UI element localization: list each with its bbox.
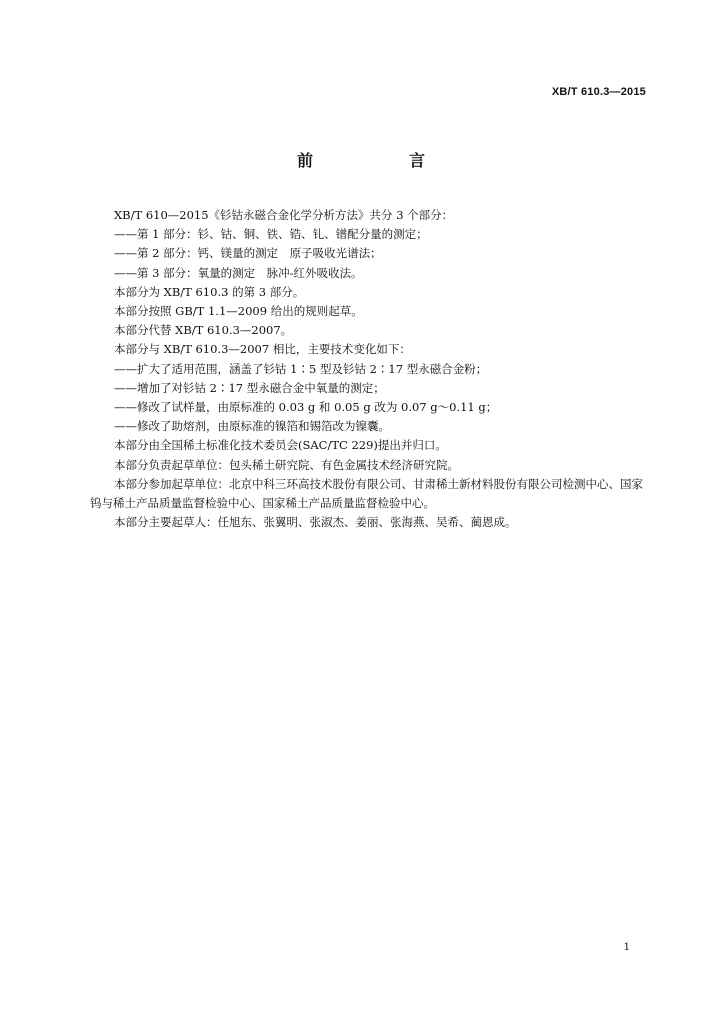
paragraph: ——增加了对钐钴 2∶17 型永磁合金中氧量的测定； xyxy=(114,380,385,395)
foreword-body xyxy=(90,206,646,532)
standard-code: XB/T 610.3—2015 xyxy=(551,86,646,98)
paragraph: ——第 2 部分：钙、镁量的测定 原子吸收光谱法； xyxy=(114,246,382,261)
paragraph: 本部分由全国稀土标准化技术委员会(SAC/TC 229)提出并归口。 xyxy=(114,438,447,453)
paragraph: ——修改了试样量，由原标准的 0.03 g 和 0.05 g 改为 0.07 g～0.11 g； xyxy=(114,400,498,415)
paragraph: 本部分主要起草人：任旭东、张翼明、张淑杰、姜丽、张海燕、吴希、蔺恩成。 xyxy=(114,515,517,530)
paragraph: 本部分按照 GB/T 1.1—2009 给出的规则起草。 xyxy=(114,304,363,319)
page-title: 前 言 xyxy=(296,151,465,170)
paragraph: 本部分为 XB/T 610.3 的第 3 部分。 xyxy=(114,284,305,299)
paragraph: 本部分负责起草单位：包头稀土研究院、有色金属技术经济研究院。 xyxy=(114,457,459,472)
paragraph: ——修改了助熔剂，由原标准的镍箔和锡箔改为镍囊。 xyxy=(114,419,390,434)
page-number: 1 xyxy=(623,942,630,953)
paragraph: ——扩大了适用范围，涵盖了钐钴 1∶5 型及钐钴 2∶17 型永磁合金粉； xyxy=(114,361,488,376)
paragraph: ——第 1 部分：钐、钴、铜、铁、锆、钆、镨配分量的测定； xyxy=(114,227,428,242)
paragraph: 本部分参加起草单位：北京中科三环高技术股份有限公司、甘肃稀土新材料股份有限公司检测中心、国家钨与稀土产品质量监督检验中心、国家稀土产品质量监督检验中心。 xyxy=(90,476,643,511)
paragraph: 本部分与 XB/T 610.3—2007 相比，主要技术变化如下： xyxy=(114,342,411,357)
paragraph: ——第 3 部分：氧量的测定 脉冲-红外吸收法。 xyxy=(114,265,363,280)
paragraph: XB/T 610—2015《钐钴永磁合金化学分析方法》共分 3 个部分： xyxy=(114,208,454,222)
paragraph: 本部分代替 XB/T 610.3—2007。 xyxy=(114,323,293,338)
